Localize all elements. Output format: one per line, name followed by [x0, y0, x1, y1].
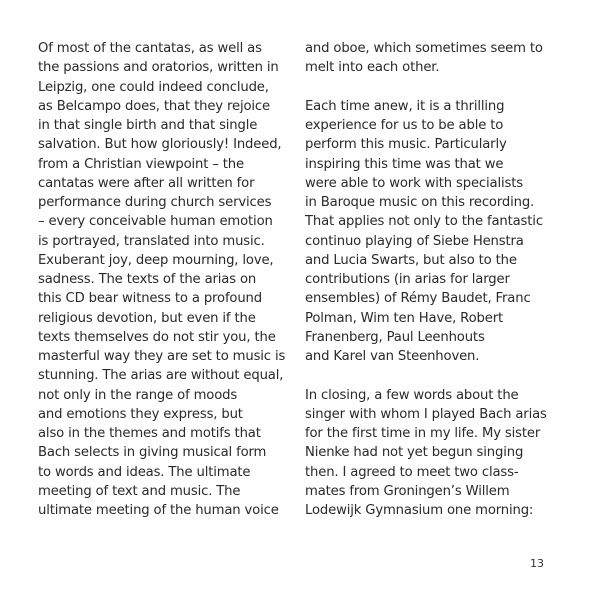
text-line: and Lucia Swarts, but also to the — [305, 252, 517, 268]
text-line: Bach selects in giving musical form — [38, 445, 267, 461]
text-line: in that single birth and that single — [38, 118, 258, 133]
text-line: inspiring this time was that we — [305, 156, 504, 172]
text-line: Franenberg, Paul Leenhouts — [305, 329, 485, 345]
text-line: is portrayed, translated into music. — [38, 233, 265, 249]
text-line: – every conceivable human emotion — [38, 214, 273, 230]
text-line: Of most of the cantatas, as well as — [38, 41, 262, 56]
text-line: perform this music. Particularly — [305, 137, 507, 153]
text-line: meeting of text and music. The — [38, 483, 241, 499]
text-line: then. I agreed to meet two class- — [305, 464, 519, 480]
text-line: contributions (in arias for larger — [305, 272, 510, 287]
text-line: religious devotion, but even if the — [38, 310, 256, 326]
text-line: mates from Groningen’s Willem — [305, 483, 510, 499]
paragraph-closing — [305, 386, 575, 521]
text-line: Lodewijk Gymnasium one morning: — [305, 503, 534, 518]
text-line: In closing, a few words about the — [305, 387, 519, 403]
paragraph-continuation — [305, 39, 575, 78]
left-column — [38, 39, 300, 520]
text-line: as Belcampo does, that they rejoice — [38, 98, 270, 114]
text-line: singer with whom I played Bach arias — [305, 406, 547, 422]
text-line: Leipzig, one could indeed conclude, — [38, 79, 269, 95]
page-number: 13 — [530, 557, 544, 570]
text-line: ensembles) of Rémy Baudet, Franc — [305, 291, 531, 307]
text-line: Nienke had not yet begun singing — [305, 445, 524, 461]
text-line: Polman, Wim ten Have, Robert — [305, 310, 503, 326]
text-line: That applies not only to the fantastic — [305, 214, 543, 230]
text-line: salvation. But how gloriously! Indeed, — [38, 137, 282, 153]
text-line: stunning. The arias are without equal, — [38, 368, 284, 384]
right-column — [305, 39, 575, 520]
text-line: this CD bear witness to a profound — [38, 291, 262, 307]
text-line: and Karel van Steenhoven. — [305, 349, 480, 364]
paragraph-gap — [305, 366, 575, 385]
text-line: performance during church services — [38, 195, 272, 210]
text-line: for the first time in my life. My sister — [305, 426, 541, 441]
text-line: from a Christian viewpoint – the — [38, 156, 244, 172]
paragraph-gap — [305, 78, 575, 97]
text-line: and emotions they express, but — [38, 406, 243, 422]
text-line: melt into each other. — [305, 60, 440, 76]
text-line: were able to work with specialists — [305, 175, 523, 191]
text-line: the passions and oratorios, written in — [38, 60, 279, 76]
text-line: ultimate meeting of the human voice — [38, 503, 279, 518]
text-line: experience for us to be able to — [305, 118, 504, 133]
text-line: Exuberant joy, deep mourning, love, — [38, 252, 274, 268]
text-line: in Baroque music on this recording. — [305, 195, 535, 210]
text-line: also in the themes and motifs that — [38, 426, 261, 441]
text-line: cantatas were after all written for — [38, 175, 255, 191]
text-line: texts themselves do not stir you, the — [38, 329, 276, 345]
paragraph-performers — [305, 97, 575, 367]
text-line: continuo playing of Siebe Henstra — [305, 233, 524, 249]
text-line: to words and ideas. The ultimate — [38, 464, 251, 480]
text-line: masterful way they are set to music is — [38, 349, 286, 364]
text-line: sadness. The texts of the arias on — [38, 272, 257, 287]
text-line: Each time anew, it is a thrilling — [305, 98, 505, 114]
text-line: and oboe, which sometimes seem to — [305, 41, 543, 56]
text-line: not only in the range of moods — [38, 387, 238, 403]
